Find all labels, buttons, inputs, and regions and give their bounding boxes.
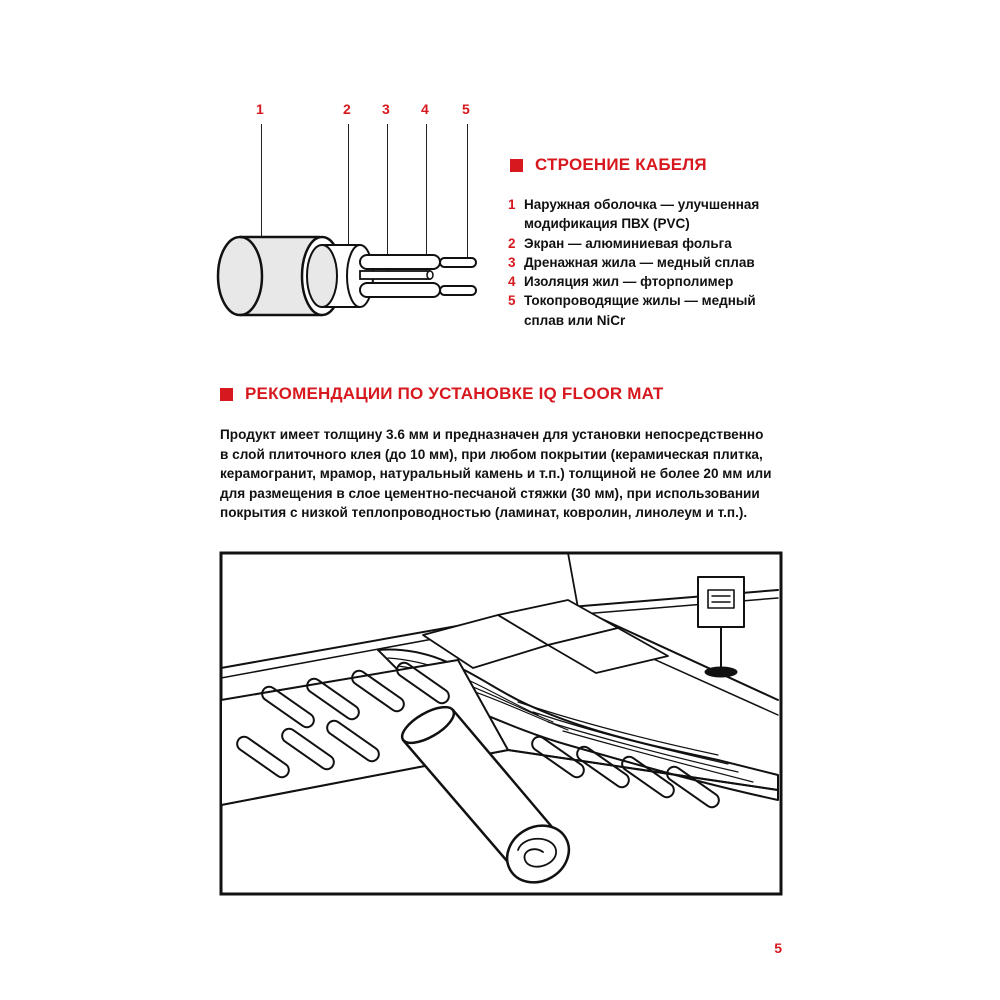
- cable-structure-title: СТРОЕНИЕ КАБЕЛЯ: [535, 155, 707, 174]
- legend-num: 3: [508, 254, 516, 270]
- cable-cross-section-illustration: [200, 215, 500, 335]
- cable-legend: [508, 195, 798, 330]
- legend-num: 2: [508, 235, 516, 251]
- legend-item-1: [508, 195, 798, 234]
- legend-item-4: [508, 272, 798, 291]
- installation-paragraph: Продукт имеет толщину 3.6 мм и предназначен для установки непосредственно в слой плиточного клея (до 10 мм), при любом покрытии (керамическая плитка, керамогранит, мрамор, натуральный камень и т.п.) толщиной не более 20 мм или для размещения в слое цементно-песчаной стяжки (30 мм), при использовании покрытия с низкой теплопроводностью (ламинат, ковролин, линолеум и т.п.).: [220, 427, 772, 520]
- cable-number-4: 4: [421, 101, 429, 117]
- legend-num: 1: [508, 197, 516, 212]
- legend-text: Дренажная жила — медный сплав: [524, 254, 755, 270]
- red-square-icon: [510, 159, 523, 172]
- installation-title: РЕКОМЕНДАЦИИ ПО УСТАНОВКЕ IQ FLOOR MAT: [245, 384, 664, 403]
- legend-num: 4: [508, 274, 516, 290]
- page-number: 5: [774, 940, 782, 956]
- legend-item-2: [508, 234, 798, 253]
- cable-number-3: 3: [382, 101, 390, 117]
- legend-item-5: [508, 291, 798, 330]
- cable-structure-heading: [510, 155, 707, 175]
- cable-number-1: 1: [256, 101, 264, 117]
- red-square-icon: [220, 388, 233, 401]
- cable-number-2: 2: [343, 101, 351, 117]
- floor-installation-illustration: [218, 550, 784, 897]
- cable-number-5: 5: [462, 101, 470, 117]
- legend-text: Наружная оболочка — улучшенная модификация ПВХ (PVC): [524, 197, 760, 232]
- legend-text: Токопроводящие жилы — медный сплав или NiCr: [524, 293, 756, 328]
- installation-heading: [220, 384, 663, 404]
- legend-text: Экран — алюминиевая фольга: [524, 235, 732, 251]
- legend-num: 5: [508, 293, 516, 309]
- legend-item-3: [508, 253, 798, 272]
- legend-text: Изоляция жил — фторполимер: [524, 274, 734, 290]
